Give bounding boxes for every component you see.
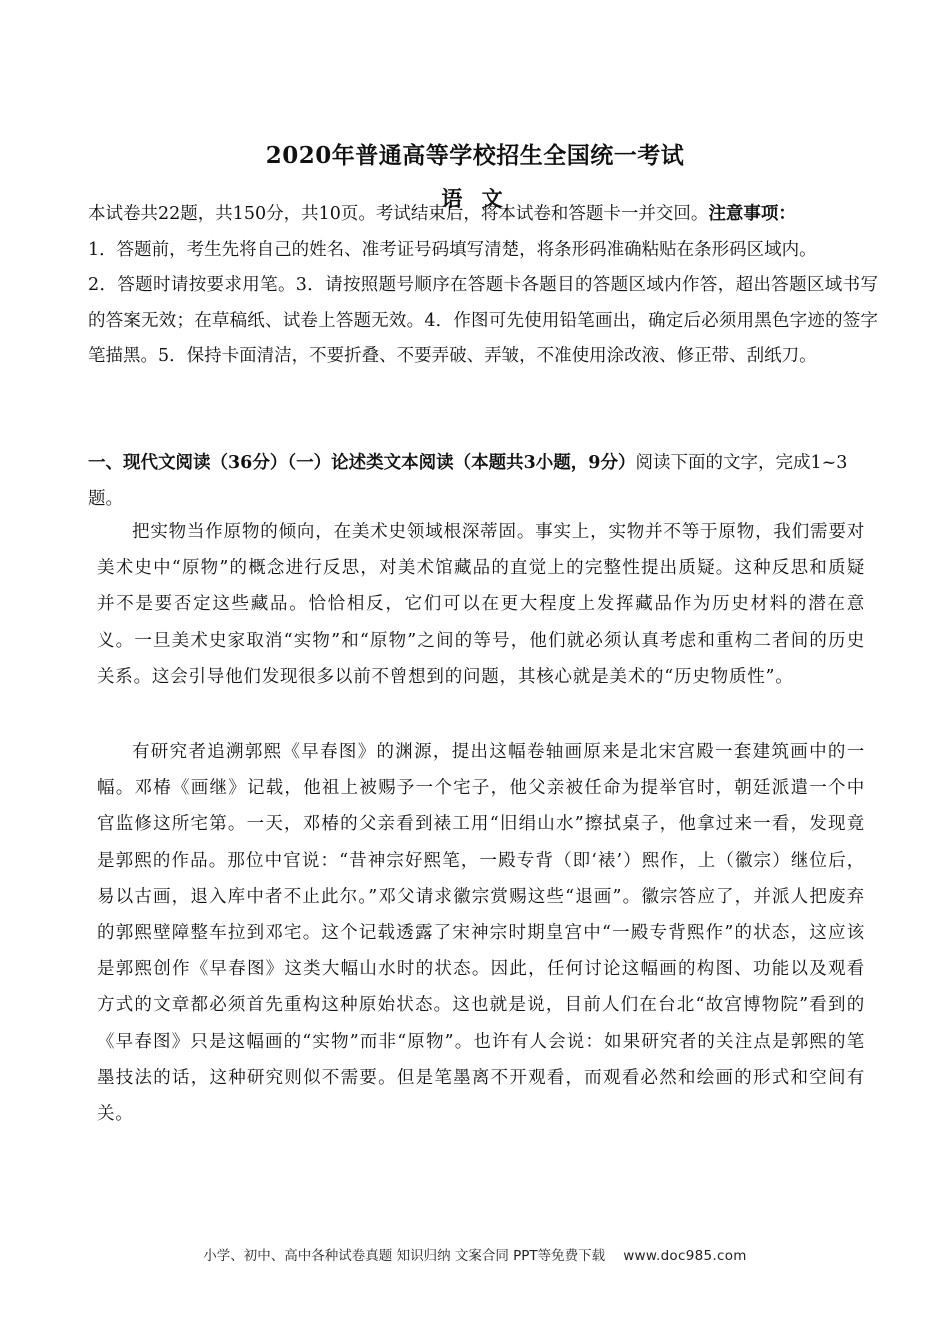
subject-title: 语 文: [441, 186, 509, 211]
notice-item-2: 2．答题时请按要求用笔。3．请按照题号顺序在答题卡各题目的答题区域内作答，超出答题区域书写的答案无效；在草稿纸、试卷上答题无效。4．作图可先使用铅笔画出，确定后必须用黑色字迹的签字笔描黑。5．保持卡面清洁，不要折叠、不要弄破、弄皱，不准使用涂改液、修正带、刮纸刀。: [88, 275, 878, 367]
exam-notice: [88, 197, 878, 375]
footer: [0, 1244, 950, 1264]
paragraph-text: 有研究者追溯郭熙《早春图》的渊源，提出这幅卷轴画原来是北宋宫殿一套建筑画中的一幅。邓椿《画继》记载，他祖上被赐予一个宅子，他父亲被任命为提举官时，朝廷派遣一个中官监修这所宅第。一天，邓椿的父亲看到裱工用“旧绢山水”擦拭桌子，他拿过来一看，发现竟是郭熙的作品。那位中官说：“昔神宗好熙笔，一殿专背（即‘裱’）熙作，上（徽宗）继位后，易以古画，退入库中者不止此尔。”邓父请求徽宗赏赐这些“退画”。徽宗答应了，并派人把废弃的郭熙壁障整车拉到邓宅。这个记载透露了宋神宗时期皇宫中“一殿专背熙作”的状态，这应该是郭熙创作《早春图》这类大幅山水时的状态。因此，任何讨论这幅画的构图、功能以及观看方式的文章都必须首先重构这种原始状态。这也就是说，目前人们在台北“故宫博物院”看到的《早春图》只是这幅画的“实物”而非“原物”。也许有人会说：如果研究者的关注点是郭熙的笔墨技法的话，这种研究则似不需要。但是笔墨离不开观看，而观看必然和绘画的形式和空间有关。: [97, 742, 865, 1125]
section-heading-block: [88, 446, 868, 517]
footer-url[interactable]: www.doc985.com: [623, 1248, 747, 1264]
section-heading: 一、现代文阅读（36分）（一）论述类文本阅读（本题共3小题，9分）: [88, 453, 636, 473]
notice-intro-line: [88, 197, 878, 233]
passage-paragraph-2: [97, 734, 865, 1132]
section-instruction: 阅读下面的文字，完成1~3题。: [88, 453, 848, 509]
notice-item-1: 1．答题前，考生先将自己的姓名、准考证号码填写清楚，将条形码准确粘贴在条形码区域内。: [88, 239, 817, 260]
notice-label: 注意事项：: [708, 204, 796, 224]
paragraph-text: 把实物当作原物的倾向，在美术史领域根深蒂固。事实上，实物并不等于原物，我们需要对美术史中“原物”的概念进行反思，对美术馆藏品的直觉上的完整性提出质疑。这种反思和质疑并不是要否定这些藏品。恰恰相反，它们可以在更大程度上发挥藏品作为历史材料的潜在意义。一旦美术史家取消“实物”和“原物”之间的等号，他们就必须认真考虑和重构二者间的历史关系。这会引导他们发现很多以前不曾想到的问题，其核心就是美术的“历史物质性”。: [97, 522, 865, 687]
passage-paragraph-1: [97, 514, 865, 695]
footer-text: 小学、初中、高中各种试卷真题 知识归纳 文案合同 PPT等免费下载: [203, 1248, 606, 1264]
notice-intro: 本试卷共22题，共150分，共10页。考试结束后，将本试卷和答题卡一并交回。: [88, 204, 709, 224]
page-title: 2020年普通高等学校招生全国统一考试: [265, 142, 685, 169]
